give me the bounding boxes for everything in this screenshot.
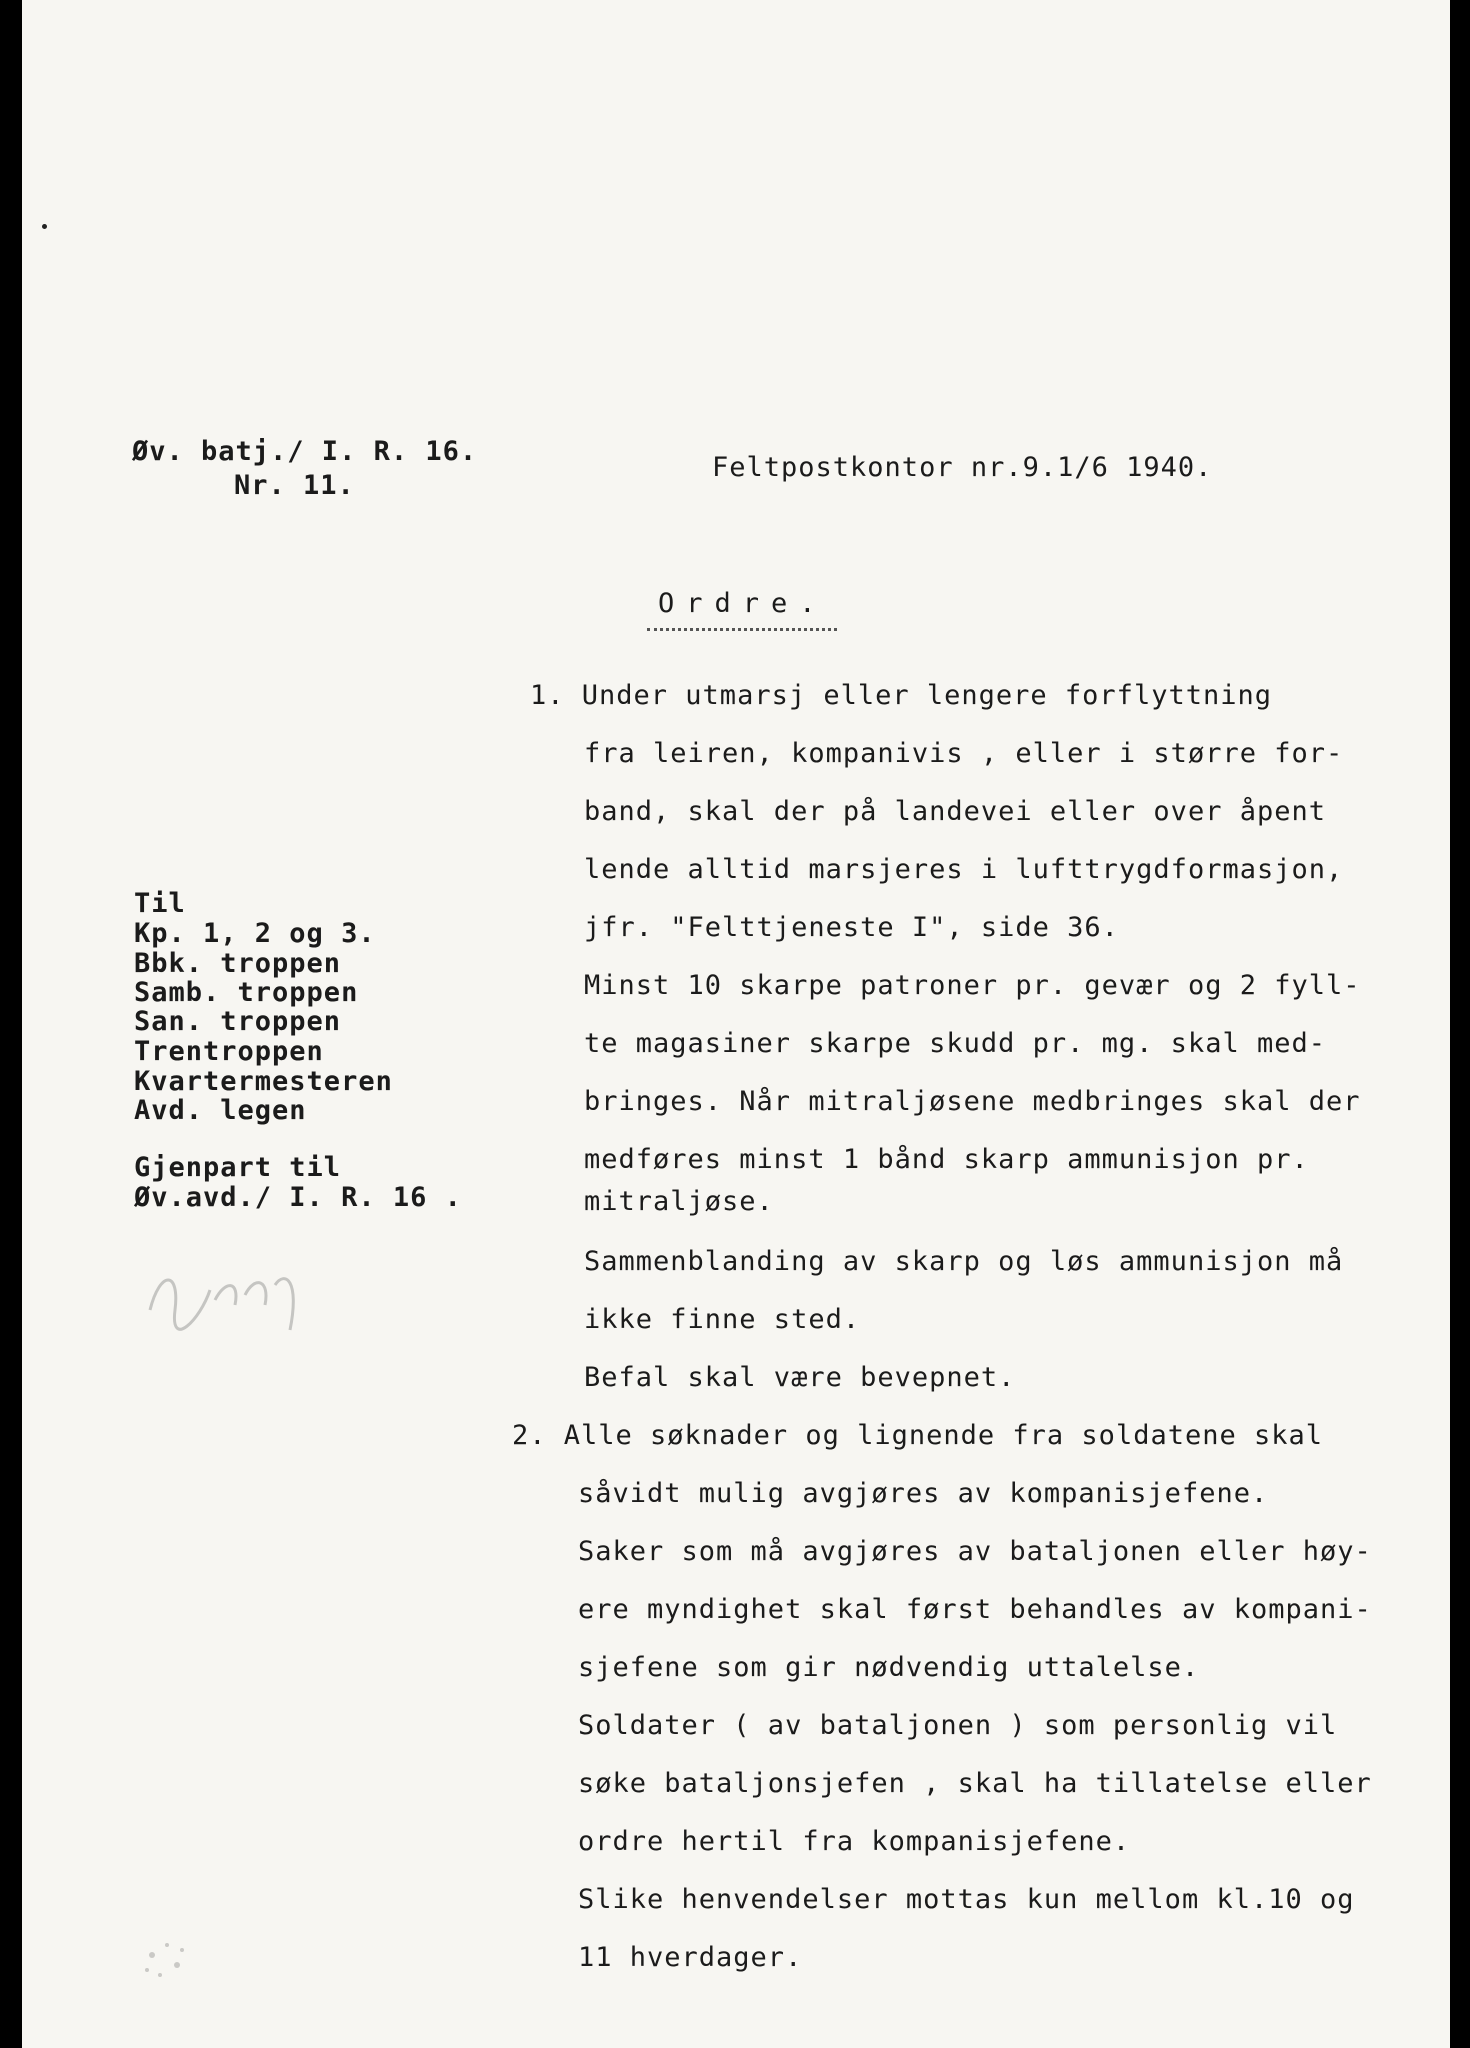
body-line: 1. Under utmarsj eller lengere forflyttning [530, 680, 1272, 711]
unit-line2: Nr. 11. [234, 470, 355, 501]
body-line: ikke finne sted. [584, 1304, 861, 1335]
body-line: Sammenblanding av skarp og løs ammunisjon må [584, 1246, 1344, 1277]
ink-smudge [122, 1915, 212, 2005]
recipient-item: Bbk. troppen [134, 948, 342, 979]
body-line: jfr. "Felttjeneste I", side 36. [584, 912, 1119, 943]
body-line: ordre hertil fra kompanisjefene. [578, 1826, 1131, 1857]
recipient-item: Samb. troppen [134, 977, 359, 1008]
recipient-item: San. troppen [134, 1006, 342, 1037]
document-title: Ordre. [658, 588, 828, 619]
document-page [22, 0, 1450, 2048]
copy-heading: Gjenpart til [134, 1152, 342, 1183]
recipient-item: Trentroppen [134, 1036, 324, 1067]
place-date: Feltpostkontor nr.9.1/6 1940. [712, 452, 1213, 483]
body-line: 11 hverdager. [578, 1942, 803, 1973]
recipient-item: Kvartermesteren [134, 1066, 393, 1097]
body-line: 2. Alle søknader og lignende fra soldatene skal [512, 1420, 1324, 1451]
body-line: bringes. Når mitraljøsene medbringes skal der [584, 1086, 1361, 1117]
recipient-item: Avd. legen [134, 1095, 307, 1126]
body-line: band, skal der på landevei eller over åpent [584, 796, 1326, 827]
recipient-item: Kp. 1, 2 og 3. [134, 918, 376, 949]
copy-to: Øv.avd./ I. R. 16 . [134, 1182, 462, 1213]
body-line: lende alltid marsjeres i lufttrygdformasjon, [584, 854, 1344, 885]
body-line: mitraljøse. [584, 1186, 774, 1217]
body-line: Saker som må avgjøres av bataljonen eller høy- [578, 1536, 1372, 1567]
body-line: søke bataljonsjefen , skal ha tillatelse eller [578, 1768, 1372, 1799]
body-line: Soldater ( av bataljonen ) som personlig vil [578, 1710, 1338, 1741]
body-line: medføres minst 1 bånd skarp ammunisjon pr. [584, 1144, 1309, 1175]
body-line: Befal skal være bevepnet. [584, 1362, 1016, 1393]
body-line: såvidt mulig avgjøres av kompanisjefene. [578, 1478, 1269, 1509]
unit-line1: Øv. batj./ I. R. 16. [132, 436, 478, 467]
body-line: ere myndighet skal først behandles av kompani- [578, 1594, 1372, 1625]
title-underline [647, 628, 837, 631]
faint-signature [140, 1240, 320, 1350]
body-line: Slike henvendelser mottas kun mellom kl.10 og [578, 1884, 1355, 1915]
body-line: fra leiren, kompanivis , eller i større for- [584, 738, 1344, 769]
body-line: Minst 10 skarpe patroner pr. gevær og 2 fyll- [584, 970, 1361, 1001]
recipients-heading: Til [134, 888, 186, 919]
body-line: te magasiner skarpe skudd pr. mg. skal med- [584, 1028, 1326, 1059]
ink-dot [42, 224, 47, 229]
body-line: sjefene som gir nødvendig uttalelse. [578, 1652, 1200, 1683]
